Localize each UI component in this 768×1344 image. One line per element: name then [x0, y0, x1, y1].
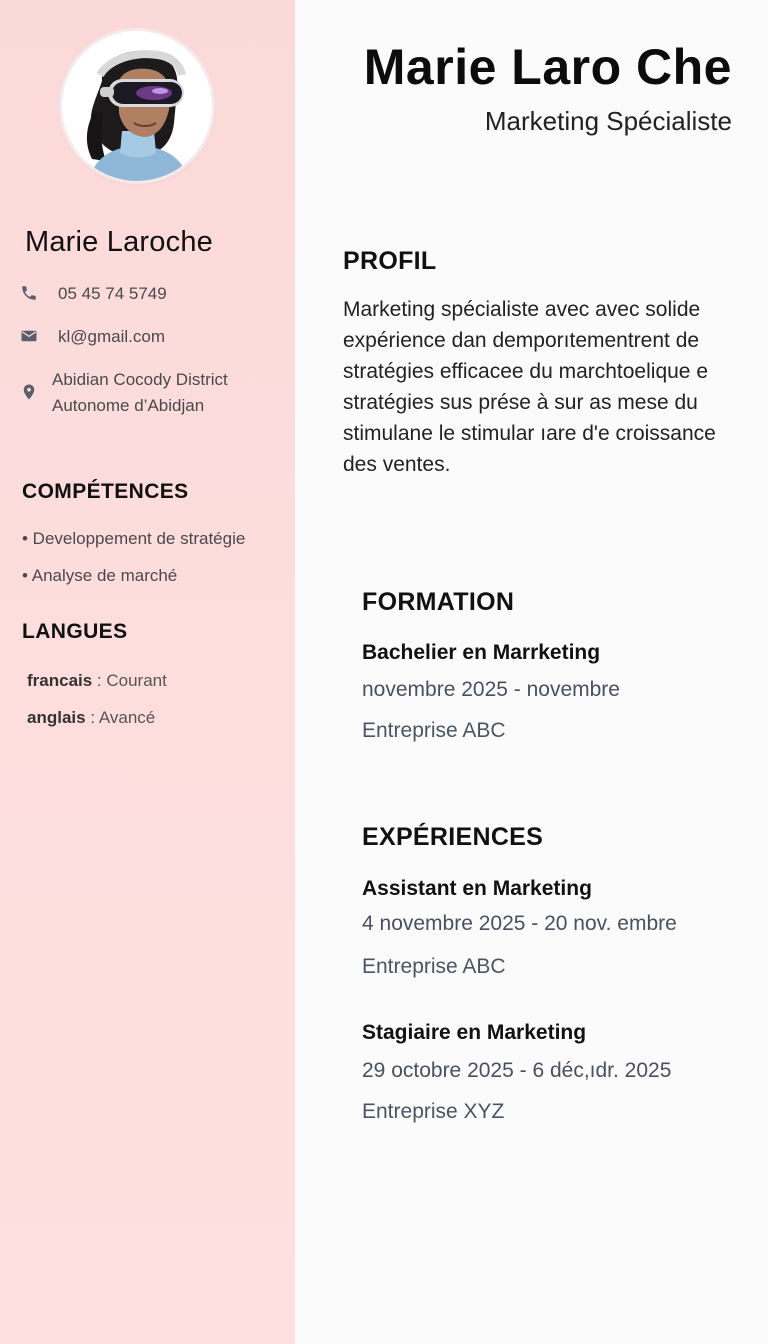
sidebar-name: Marie Laroche [25, 226, 213, 258]
skills-heading: COMPÉTENCES [22, 480, 189, 503]
languages-heading: LANGUES [22, 620, 128, 643]
experience-title: Stagiaire en Marketing [362, 1021, 587, 1044]
experiences-heading: EXPÉRIENCES [362, 823, 544, 851]
experience-date: 4 novembre 2025 - 20 nov. embre [362, 912, 677, 935]
language-level: Courant [106, 671, 167, 690]
language-level: Avancé [98, 708, 156, 727]
skill-item: • Developpement de stratégie [22, 529, 246, 548]
sidebar [0, 0, 295, 1344]
profile-heading: PROFIL [343, 247, 437, 275]
language-separator: : [92, 671, 107, 690]
formation-heading: FORMATION [362, 588, 515, 616]
profile-photo [62, 31, 212, 181]
address [52, 367, 228, 419]
avatar [62, 31, 212, 181]
address-line-2: Autonome d’Abidjan [52, 396, 205, 415]
page-title: Marie Laro Che [363, 39, 732, 95]
map-pin-icon [20, 383, 40, 403]
language-item [27, 708, 155, 728]
language-separator: : [85, 708, 99, 727]
formation-title: Bachelier en Marrketing [362, 641, 601, 664]
main-column [295, 0, 768, 1344]
phone-icon [20, 284, 40, 304]
envelope-icon [20, 327, 40, 347]
job-title: Marketing Spécialiste [484, 106, 732, 136]
formation-organization: Entreprise ABC [362, 719, 506, 742]
language-name: francais [27, 671, 93, 690]
experience-organization: Entreprise XYZ [362, 1100, 505, 1123]
contact-email [20, 327, 165, 350]
language-item [27, 671, 167, 691]
contact-phone [20, 284, 167, 307]
email-address: kl@gmail.com [58, 327, 165, 346]
profile-text: Marketing spécialiste avec avec solide expérience dan demporıtementrent de stratégies efficacee du marchtoelique e stratégies sus prése à sur as mese du stimulane le stimular ıare d'e croissance des ventes. [343, 298, 716, 476]
experience-title: Assistant en Marketing [362, 877, 592, 900]
language-name: anglais [27, 708, 86, 727]
skill-item: • Analyse de marché [22, 566, 178, 585]
formation-date: novembre 2025 - novembre [362, 678, 620, 701]
phone-number: 05 45 74 5749 [58, 284, 167, 303]
experience-organization: Entreprise ABC [362, 955, 506, 978]
contact-address [20, 367, 228, 419]
experience-date: 29 octobre 2025 - 6 déc,ıdr. 2025 [362, 1059, 672, 1082]
address-line-1: Abidian Cocody District [52, 370, 228, 389]
